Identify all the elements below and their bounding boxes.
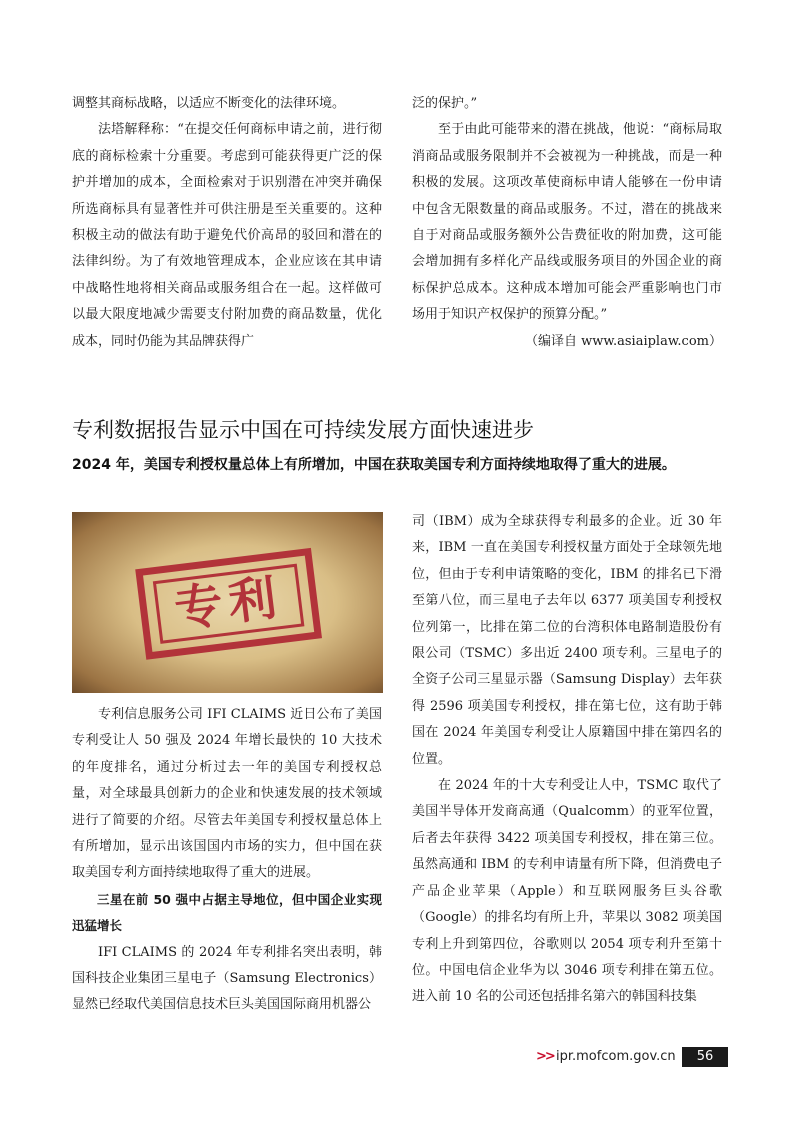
article-left-column [72,702,382,1019]
previous-article-left-column [72,91,382,355]
patent-stamp-illustration [72,512,383,693]
article-deck: 2024 年，美国专利授权量总体上有所增加，中国在获取美国专利方面持续地取得了重大的进展。 [72,457,676,473]
footer-url: ipr.mofcom.gov.cn [556,1049,676,1064]
paragraph: 调整其商标战略，以适应不断变化的法律环境。 [72,96,346,111]
article-headline: 专利数据报告显示中国在可持续发展方面快速进步 [72,418,534,442]
page-footer [536,1047,728,1069]
article-right-column [412,509,722,1011]
paragraph: 至于由此可能带来的潜在挑战，他说：“商标局取消商品或服务限制并不会被视为一种挑战，而是一种积极的发展。这项改革使商标申请人能够在一份申请中包含无限数量的商品或服务。不过，潜在的挑战来自于对商品或服务额外公告费征收的附加费，这可能会增加拥有多样化产品线或服务项目的外国企业的商标保护总成本。这种成本增加可能会严重影响也门市场用于知识产权保护的预算分配。” [412,122,722,323]
source-credit: （编译自 www.asiaiplaw.com） [525,333,722,349]
previous-article-right-column [412,91,722,355]
paragraph: 法塔解释称：“在提交任何商标申请之前，进行彻底的商标检索十分重要。考虑到可能获得更广泛的保护并增加的成本，全面检索对于识别潜在冲突并确保所选商标具有显著性并可供注册是至关重要的。这种积极主动的做法有助于避免代价高昂的驳回和潜在的法律纠纷。为了有效地管理成本，企业应该在其申请中战略性地将相关商品或服务组合在一起。这样做可以最大限度地减少需要支付附加费的商品数量，优化成本，同时仍能为其品牌获得广 [72,122,382,349]
paragraph: 泛的保护。” [412,96,478,111]
paragraph: 司（IBM）成为全球获得专利最多的企业。近 30 年来，IBM 一直在美国专利授权量方面处于全球领先地位，但由于专利申请策略的变化，IBM 的排名已下滑至第八位，而三星电子去年以 6377 项美国专利授权位列第一，比排在第二位的台湾积体电路制造股份有限公司（TSMC）多出近 2400 项专利。三星电子的全资子公司三星显示器（Samsung Display）去年获得 2596 项美国专利授权，排在第七位，这有助于韩国在 2024 年美国专利受让人原籍国中排在第四名的位置。 [412,514,722,767]
paragraph: 专利信息服务公司 IFI CLAIMS 近日公布了美国专利受让人 50 强及 2024 年增长最快的 10 大技术的年度排名，通过分析过去一年的美国专利授权总量，对全球最具创新力的企业和快速发展的技术领域进行了简要的介绍。尽管去年美国专利授权量总体上有所增加，显示出该国国内市场的实力，但中国在获取美国专利方面持续地取得了重大的进展。 [72,707,382,881]
page-number: 56 [682,1047,728,1067]
patent-stamp-image [72,512,383,693]
double-chevron-icon: >> [536,1049,554,1064]
paragraph: 在 2024 年的十大专利受让人中，TSMC 取代了美国半导体开发商高通（Qualcomm）的亚军位置，后者去年获得 3422 项美国专利授权，排在第三位。虽然高通和 IBM 的专利申请量有所下降，但消费电子产品企业苹果（Apple）和互联网服务巨头谷歌（Google）的排名均有所上升，苹果以 3082 项美国专利上升到第四位，谷歌则以 2054 项专利升至第十位。中国电信企业华为以 3046 项专利排在第五位。进入前 10 名的公司还包括排名第六的韩国科技集 [412,778,722,1005]
section-subheading: 三星在前 50 强中占据主导地位，但中国企业实现迅猛增长 [72,891,382,934]
stamp-text: 专利 [171,569,286,639]
paragraph: IFI CLAIMS 的 2024 年专利排名突出表明，韩国科技企业集团三星电子（Samsung Electronics）显然已经取代美国信息技术巨头美国国际商用机器公 [72,944,382,1013]
